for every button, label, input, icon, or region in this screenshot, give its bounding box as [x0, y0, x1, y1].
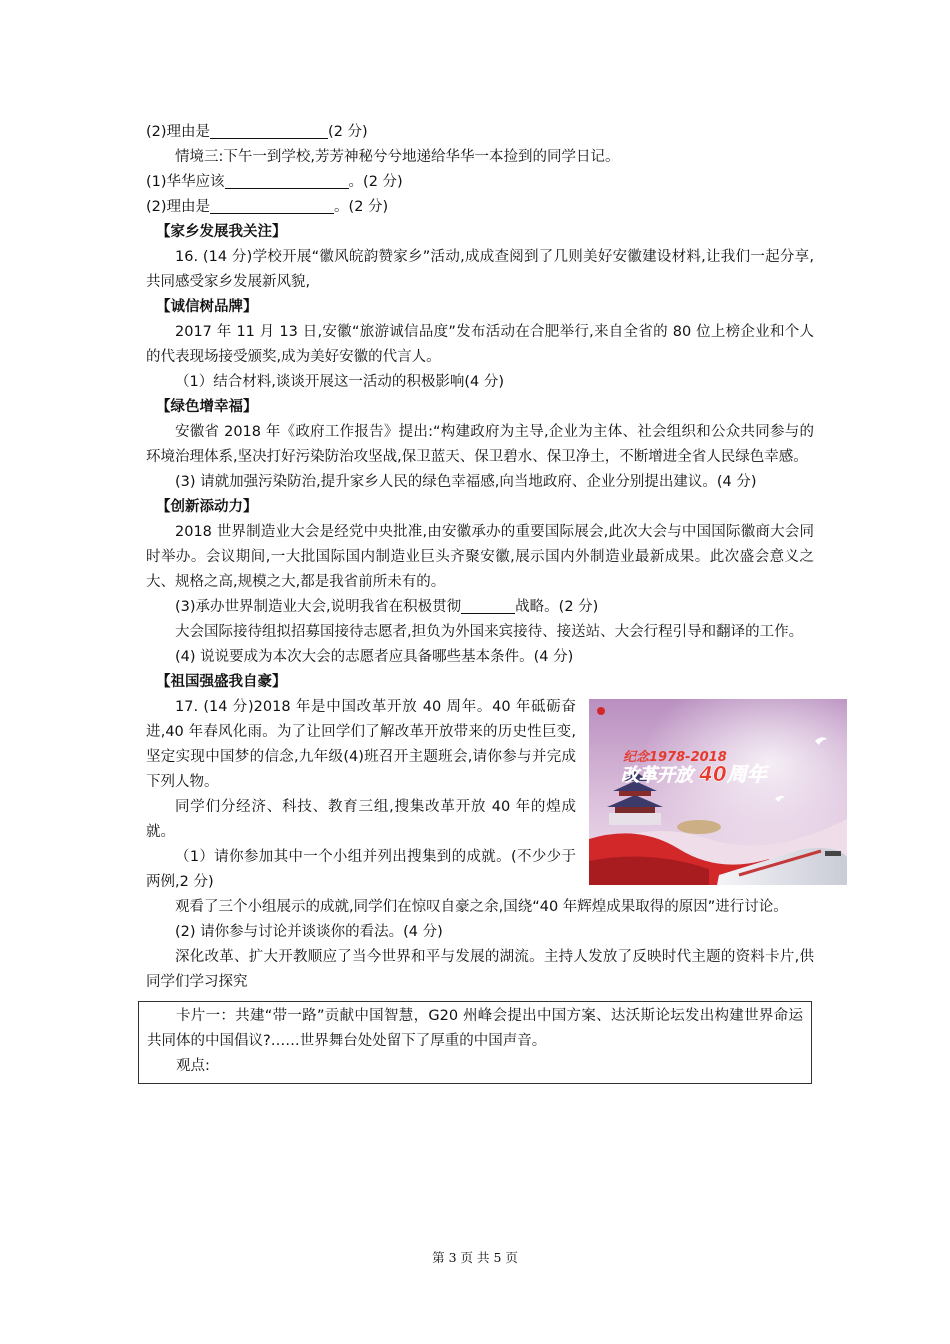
card1-text: 卡片一：共建“带一路”贡献中国智慧，G20 州峰会提出中国方案、达沃斯论坛发出构建世界命运共同体的中国倡议?……世界舞台处处留下了厚重的中国声音。 [147, 1008, 803, 1049]
question-score: 。(2 分) [348, 174, 403, 190]
answer-blank[interactable] [210, 196, 334, 214]
card1-viewpoint[interactable]: 观点: [176, 1058, 210, 1074]
section-heading-green: 【绿色增幸福】 [156, 399, 258, 415]
q17-groups: 同学们分经济、科技、教育三组,搜集改革开放 40 年的煌成就。 [146, 799, 576, 840]
q17-cards-intro: 深化改革、扩大开教顺应了当今世界和平与发展的湖流。主持人发放了反映时代主题的资料卡片,供同学们学习探究 [146, 949, 814, 990]
q16-part4: (4) 说说要成为本次大会的志愿者应具备哪些基本条件。(4 分) [175, 649, 574, 665]
volunteer-material: 大会国际接待组拟招募国接待志愿者,担负为外国来宾接待、接送站、大会行程引导和翻译的工作。 [175, 624, 804, 640]
answer-blank[interactable] [461, 596, 515, 614]
section-heading-hometown: 【家乡发展我关注】 [156, 224, 287, 240]
q17-discuss: 观看了三个小组展示的成就,同学们在惊叹自豪之余,国绕“40 年辉煌成果取得的原因”进行讨论。 [175, 899, 788, 915]
q17-part2: (2) 请你参与讨论并谈谈你的看法。(4 分) [175, 924, 443, 940]
reform-anniversary-poster [589, 699, 847, 885]
q16-intro: 16. (14 分)学校开展“徽风皖韵赞家乡”活动,成成查阅到了几则美好安徽建设材料,让我们一起分享,共同感受家乡发展新风貌, [146, 249, 814, 290]
section-heading-innovation: 【创新添动力】 [156, 499, 258, 515]
q16-part1: （1）结合材料,谈谈开展这一活动的积极影响(4 分) [175, 374, 504, 390]
question-text: (1)华华应该 [146, 174, 225, 190]
poster-image [589, 699, 847, 885]
answer-blank[interactable] [225, 171, 349, 189]
poster-title-line2: 改革开放 [621, 765, 693, 786]
q17-block [146, 695, 814, 895]
poster-title-line1: 纪念1978-2018 [623, 750, 727, 765]
scenario2-reason-line [146, 120, 814, 145]
integrity-material: 2017 年 11 月 13 日,安徽“旅游诚信品度”发布活动在合肥举行,来自全省的 80 位上榜企业和个人的代表现场接受颁奖,成为美好安徽的代言人。 [146, 324, 814, 365]
scenario3-q2-line [146, 195, 814, 220]
question-score: 。(2 分) [334, 199, 389, 215]
page-footer: 第 3 页 共 5 页 [432, 1250, 518, 1265]
question-text: (2)理由是 [146, 199, 211, 215]
scenario3-text: 情境三:下午一到学校,芳芳神秘兮兮地递给华华一本捡到的同学日记。 [175, 149, 620, 165]
question-score: 战略。(2 分) [515, 599, 599, 615]
question-text: (3)承办世界制造业大会,说明我省在积极贯彻 [175, 599, 462, 615]
question-score: (2 分) [328, 124, 368, 140]
answer-blank[interactable] [210, 121, 328, 139]
innovation-material: 2018 世界制造业大会是经党中央批准,由安徽承办的重要国际展会,此次大会与中国国际徽商大会同时举办。会议期间,一大批国际国内制造业巨头齐聚安徽,展示国内外制造业最新成果。此次盛会意义之大、规格之高,规模之大,都是我省前所未有的。 [146, 524, 814, 590]
q17-text-column [146, 695, 576, 895]
page-content [146, 120, 814, 1084]
section-heading-motherland: 【祖国强盛我自豪】 [156, 674, 287, 690]
q16-part3: (3) 请就加强污染防治,提升家乡人民的绿色幸福感,向当地政府、企业分别提出建议。(4 分) [175, 474, 757, 490]
scenario3-q1-line [146, 170, 814, 195]
section-heading-integrity: 【诚信树品牌】 [156, 299, 258, 315]
poster-title-line3: 40周年 [699, 762, 767, 786]
poster-logo-icon [597, 707, 605, 715]
q16-part3b-line [146, 595, 814, 620]
q17-intro: 17. (14 分)2018 年是中国改革开放 40 周年。40 年砥砺奋进,40 年春风化雨。为了让回学们了解改革开放带来的历史性巨变,坚定实现中国梦的信念,九年级(4)班召开主题班会,请你参与并完成下列人物。 [146, 699, 576, 790]
material-card-1 [138, 1001, 812, 1084]
question-text: (2)理由是 [146, 124, 211, 140]
q17-part1: （1）请你参加其中一个小组并列出搜集到的成就。(不少少于两例,2 分) [146, 849, 576, 890]
green-material: 安徽省 2018 年《政府工作报告》提出:“构建政府为主导,企业为主体、社会组织和公众共同参与的环境治理体系,坚决打好污染防治攻坚战,保卫蓝天、保卫碧水、保卫净土，不断增进全省人民绿色幸感。 [146, 424, 814, 465]
